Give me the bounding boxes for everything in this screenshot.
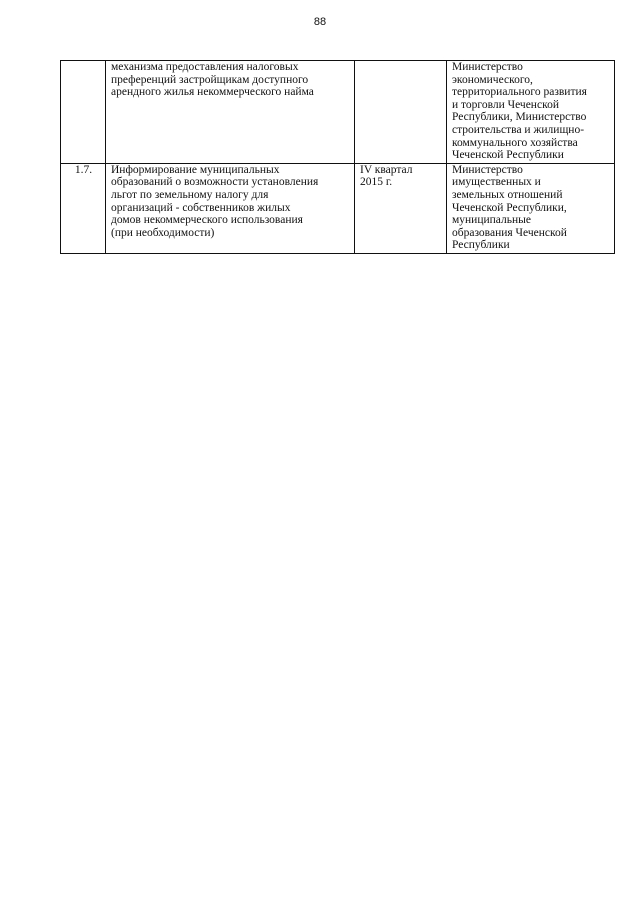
executor-cell-line: Чеченской Республики, [452, 201, 567, 214]
event-cell-line: преференций застройщикам доступного [111, 73, 309, 86]
term-cell-line: 2015 г. [360, 176, 393, 189]
term-cell-line: IV квартал [360, 163, 413, 176]
table-row [61, 61, 615, 164]
page-number: 88 [313, 16, 327, 28]
measures-table [60, 60, 615, 254]
executor-cell-line: Министерство [452, 163, 523, 176]
event-cell-line: льгот по земельному налогу для [111, 188, 269, 201]
event-cell-line: механизма предоставления налоговых [111, 61, 299, 73]
executor-cell-line: и торговли Чеченской [452, 98, 559, 111]
row-number-cell: 1.7. [61, 163, 106, 253]
executor-cell-line: территориального развития [452, 86, 587, 99]
event-cell-line: Информирование муниципальных [111, 163, 280, 176]
executor-cell-line: экономического, [452, 73, 533, 86]
term-cell [355, 61, 447, 164]
event-cell [106, 61, 355, 164]
executor-cell-line: земельных отношений [452, 188, 563, 201]
executor-cell [447, 163, 615, 253]
executor-cell-line: Республики [452, 239, 510, 252]
executor-cell [447, 61, 615, 164]
event-cell [106, 163, 355, 253]
executor-cell-line: коммунального хозяйства [452, 136, 578, 149]
event-cell-line: (при необходимости) [111, 226, 215, 239]
executor-cell-line: имущественных и [452, 176, 541, 189]
event-cell-line: организаций - собственников жилых [111, 201, 291, 214]
executor-cell-line: Чеченской Республики [452, 149, 564, 162]
table-row [61, 163, 615, 253]
event-cell-line: арендного жилья некоммерческого найма [111, 86, 314, 99]
executor-cell-line: Республики, Министерство [452, 111, 587, 124]
row-number-cell [61, 61, 106, 164]
table-body [61, 61, 615, 254]
executor-cell-line: Министерство [452, 61, 523, 73]
event-cell-line: образований о возможности установления [111, 176, 319, 189]
term-cell [355, 163, 447, 253]
executor-cell-line: образования Чеченской [452, 226, 567, 239]
executor-cell-line: муниципальные [452, 214, 531, 227]
executor-cell-line: строительства и жилищно- [452, 123, 585, 136]
event-cell-line: домов некоммерческого использования [111, 214, 303, 227]
